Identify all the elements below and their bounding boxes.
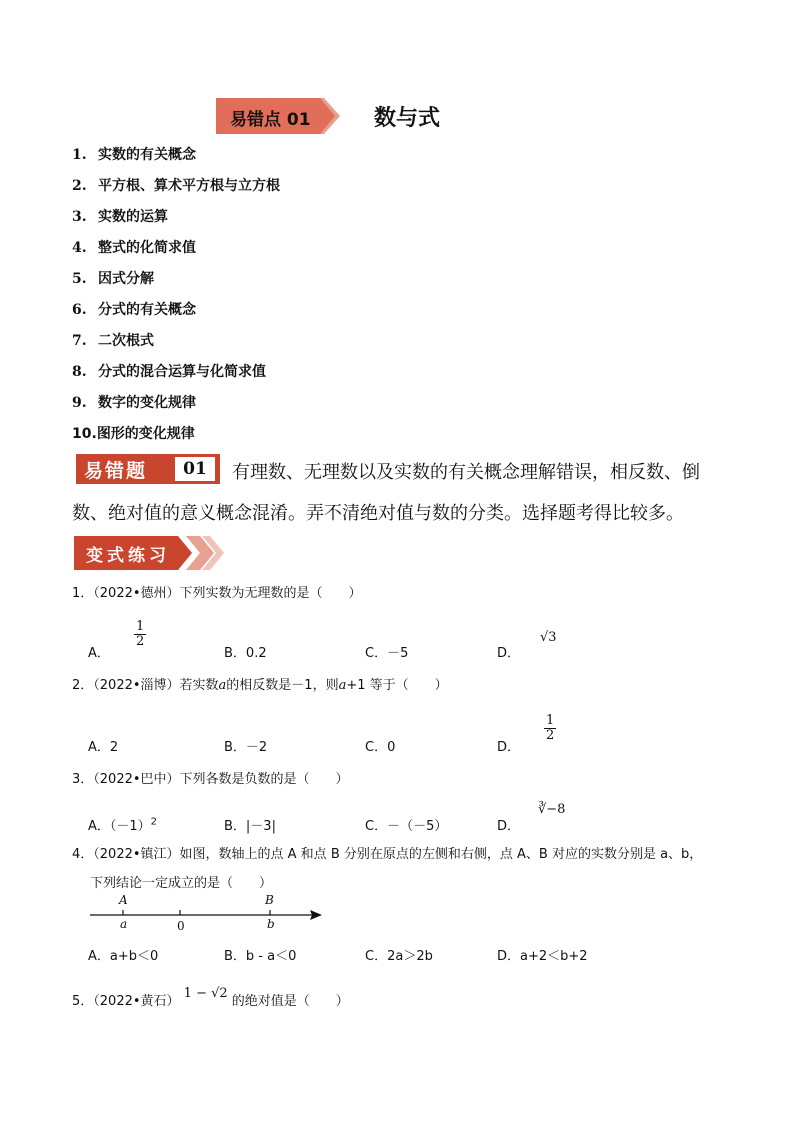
question-1-option-c: C．－5 bbox=[365, 646, 409, 661]
mistake-tag-number: 01 bbox=[175, 457, 215, 481]
question-3-option-d: D． bbox=[497, 819, 521, 834]
question-4-option-c: C．2a＞2b bbox=[365, 949, 433, 964]
question-2-option-d: D． bbox=[497, 740, 521, 755]
number-line bbox=[90, 893, 330, 935]
section-tag-label: 易错点 01 bbox=[230, 110, 311, 130]
question-4-stem-line-2: 下列结论一定成立的是（ ） bbox=[90, 876, 273, 891]
mistake-description-line-1: 有理数、无理数以及实数的有关概念理解错误，相反数、倒 bbox=[232, 462, 700, 483]
question-4-stem-line-1: 4．（2022•镇江）如图，数轴上的点 A 和点 B 分别在原点的左侧和右侧，点 A、B 对应的实数分别是 a、b， bbox=[72, 847, 703, 862]
question-2-option-d-fraction: $\frac{1}{2}$ bbox=[546, 713, 555, 743]
question-1-option-a: A． bbox=[88, 646, 110, 661]
point-a-label: A bbox=[119, 893, 128, 907]
question-2-option-b: B．－2 bbox=[224, 740, 268, 755]
question-4-option-b: B．b - a＜0 bbox=[224, 949, 297, 964]
point-a-value: a bbox=[120, 917, 128, 931]
list-item: 10.图形的变化规律 bbox=[72, 426, 195, 442]
list-item: 2. 平方根、算术平方根与立方根 bbox=[72, 178, 280, 194]
question-1-option-b: B．0.2 bbox=[224, 646, 267, 661]
question-4-option-d: D．a+2＜b+2 bbox=[497, 949, 588, 964]
question-1-stem: 1．（2022•德州）下列实数为无理数的是（ ） bbox=[72, 586, 362, 601]
question-1-option-d: D． bbox=[497, 646, 521, 661]
practice-header bbox=[74, 536, 224, 570]
point-b-label: B bbox=[265, 893, 274, 907]
mistake-tag-word: 易错题 bbox=[84, 460, 148, 482]
question-3-option-c: C．－（－5） bbox=[365, 819, 448, 834]
origin-label: 0 bbox=[177, 919, 185, 933]
question-1-option-d-value: √3 bbox=[540, 630, 557, 645]
question-1-option-a-fraction: $\frac{1}{2}$ bbox=[136, 619, 145, 649]
question-4-option-a: A．a+b＜0 bbox=[88, 949, 159, 964]
list-item: 9. 数字的变化规律 bbox=[72, 395, 196, 411]
question-2-option-c: C．0 bbox=[365, 740, 396, 755]
list-item: 7. 二次根式 bbox=[72, 333, 154, 349]
mistake-tag bbox=[76, 454, 220, 484]
mistake-description-line-2: 数、绝对值的意义概念混淆。弄不清绝对值与数的分类。选择题考得比较多。 bbox=[72, 503, 684, 524]
question-2-stem: 2．（2022•淄博）若实数a的相反数是－1，则a+1 等于（ ） bbox=[72, 678, 448, 693]
list-item: 1. 实数的有关概念 bbox=[72, 147, 196, 163]
point-b-value: b bbox=[267, 917, 275, 931]
list-item: 4. 整式的化简求值 bbox=[72, 240, 196, 256]
list-item: 8. 分式的混合运算与化简求值 bbox=[72, 364, 266, 380]
question-3-stem: 3．（2022•巴中）下列各数是负数的是（ ） bbox=[72, 772, 349, 787]
section-tag bbox=[216, 98, 340, 134]
practice-label: 变式练习 bbox=[86, 546, 170, 566]
list-item: 3. 实数的运算 bbox=[72, 209, 168, 225]
question-3-option-d-value: ∛−8 bbox=[538, 802, 566, 817]
list-item: 6. 分式的有关概念 bbox=[72, 302, 196, 318]
question-3-option-a: A．$(-1)^2$ bbox=[88, 816, 158, 834]
question-2-option-a: A．2 bbox=[88, 740, 119, 755]
list-item: 5. 因式分解 bbox=[72, 271, 154, 287]
question-3-option-b: B．|－3| bbox=[224, 819, 276, 834]
page-title: 数与式 bbox=[374, 106, 441, 131]
question-5-stem: 5．（2022•黄石） 1 − √2 的绝对值是（ ） bbox=[72, 986, 349, 1009]
